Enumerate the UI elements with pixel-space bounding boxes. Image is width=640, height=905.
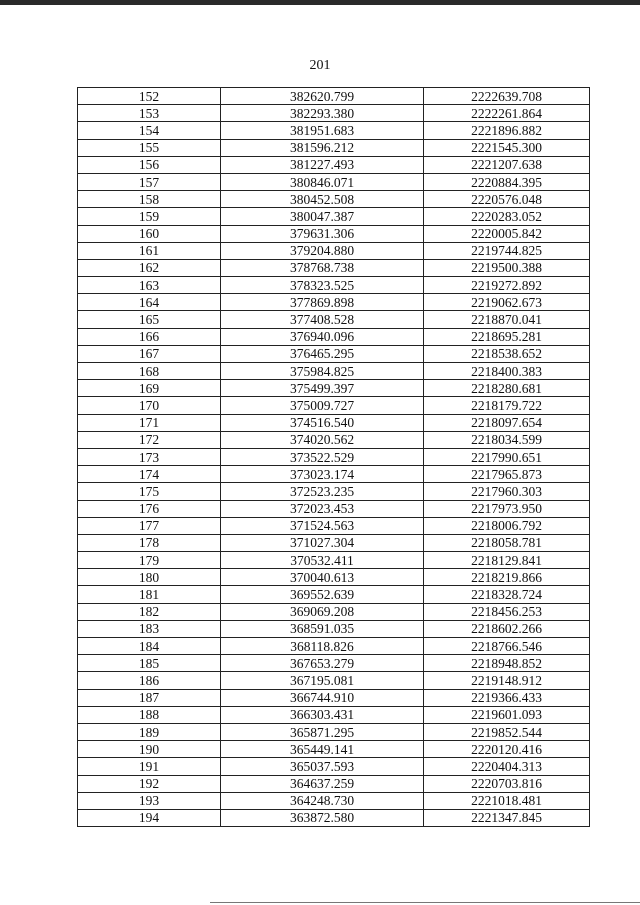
point-number-cell: 184: [78, 638, 221, 655]
x-coordinate-cell: 368591.035: [221, 620, 424, 637]
point-number-cell: 153: [78, 105, 221, 122]
table-row: [78, 569, 590, 586]
y-coordinate-cell: 2218948.852: [424, 655, 590, 672]
x-coordinate-cell: 376465.295: [221, 345, 424, 362]
x-coordinate-cell: 365037.593: [221, 758, 424, 775]
table-row: [78, 363, 590, 380]
point-number-cell: 165: [78, 311, 221, 328]
table-row: [78, 208, 590, 225]
x-coordinate-cell: 375499.397: [221, 380, 424, 397]
point-number-cell: 155: [78, 139, 221, 156]
y-coordinate-cell: 2219744.825: [424, 242, 590, 259]
table-row: [78, 139, 590, 156]
y-coordinate-cell: 2218870.041: [424, 311, 590, 328]
y-coordinate-cell: 2221896.882: [424, 122, 590, 139]
y-coordinate-cell: 2218400.383: [424, 363, 590, 380]
y-coordinate-cell: 2218602.266: [424, 620, 590, 637]
y-coordinate-cell: 2220005.842: [424, 225, 590, 242]
x-coordinate-cell: 377869.898: [221, 294, 424, 311]
y-coordinate-cell: 2218280.681: [424, 380, 590, 397]
x-coordinate-cell: 380452.508: [221, 191, 424, 208]
y-coordinate-cell: 2220576.048: [424, 191, 590, 208]
point-number-cell: 177: [78, 517, 221, 534]
point-number-cell: 168: [78, 363, 221, 380]
point-number-cell: 185: [78, 655, 221, 672]
table-row: [78, 122, 590, 139]
table-row: [78, 431, 590, 448]
y-coordinate-cell: 2218538.652: [424, 345, 590, 362]
table-row: [78, 689, 590, 706]
y-coordinate-cell: 2219500.388: [424, 259, 590, 276]
x-coordinate-cell: 364637.259: [221, 775, 424, 792]
y-coordinate-cell: 2221347.845: [424, 809, 590, 826]
point-number-cell: 182: [78, 603, 221, 620]
y-coordinate-cell: 2219062.673: [424, 294, 590, 311]
table-row: [78, 345, 590, 362]
x-coordinate-cell: 381227.493: [221, 156, 424, 173]
point-number-cell: 166: [78, 328, 221, 345]
table-row: [78, 191, 590, 208]
y-coordinate-cell: 2222261.864: [424, 105, 590, 122]
table-row: [78, 672, 590, 689]
table-row: [78, 294, 590, 311]
table-row: [78, 809, 590, 826]
x-coordinate-cell: 374516.540: [221, 414, 424, 431]
table-row: [78, 242, 590, 259]
y-coordinate-cell: 2222639.708: [424, 88, 590, 105]
point-number-cell: 159: [78, 208, 221, 225]
table-row: [78, 448, 590, 465]
x-coordinate-cell: 377408.528: [221, 311, 424, 328]
x-coordinate-cell: 375009.727: [221, 397, 424, 414]
table-row: [78, 259, 590, 276]
point-number-cell: 180: [78, 569, 221, 586]
point-number-cell: 171: [78, 414, 221, 431]
y-coordinate-cell: 2217973.950: [424, 500, 590, 517]
x-coordinate-cell: 381951.683: [221, 122, 424, 139]
y-coordinate-cell: 2219272.892: [424, 277, 590, 294]
bottom-rule: [210, 902, 640, 903]
point-number-cell: 169: [78, 380, 221, 397]
table-row: [78, 225, 590, 242]
table-row: [78, 741, 590, 758]
y-coordinate-cell: 2221207.638: [424, 156, 590, 173]
x-coordinate-cell: 374020.562: [221, 431, 424, 448]
x-coordinate-cell: 365871.295: [221, 723, 424, 740]
point-number-cell: 190: [78, 741, 221, 758]
point-number-cell: 172: [78, 431, 221, 448]
x-coordinate-cell: 367653.279: [221, 655, 424, 672]
x-coordinate-cell: 379204.880: [221, 242, 424, 259]
table-row: [78, 517, 590, 534]
y-coordinate-cell: 2218219.866: [424, 569, 590, 586]
page-number: 201: [309, 58, 331, 73]
table-row: [78, 466, 590, 483]
table-row: [78, 414, 590, 431]
x-coordinate-cell: 369552.639: [221, 586, 424, 603]
y-coordinate-cell: 2220120.416: [424, 741, 590, 758]
point-number-cell: 176: [78, 500, 221, 517]
x-coordinate-cell: 364248.730: [221, 792, 424, 809]
table-row: [78, 723, 590, 740]
point-number-cell: 158: [78, 191, 221, 208]
table-body: [78, 88, 590, 827]
table-row: [78, 638, 590, 655]
table-row: [78, 277, 590, 294]
table-row: [78, 380, 590, 397]
x-coordinate-cell: 371524.563: [221, 517, 424, 534]
table-row: [78, 792, 590, 809]
x-coordinate-cell: 363872.580: [221, 809, 424, 826]
point-number-cell: 188: [78, 706, 221, 723]
x-coordinate-cell: 370040.613: [221, 569, 424, 586]
x-coordinate-cell: 372023.453: [221, 500, 424, 517]
point-number-cell: 175: [78, 483, 221, 500]
y-coordinate-cell: 2218328.724: [424, 586, 590, 603]
table-row: [78, 311, 590, 328]
y-coordinate-cell: 2220283.052: [424, 208, 590, 225]
point-number-cell: 186: [78, 672, 221, 689]
coordinates-table: [77, 87, 590, 827]
point-number-cell: 181: [78, 586, 221, 603]
x-coordinate-cell: 373522.529: [221, 448, 424, 465]
y-coordinate-cell: 2221545.300: [424, 139, 590, 156]
x-coordinate-cell: 380846.071: [221, 173, 424, 190]
table-row: [78, 775, 590, 792]
table-row: [78, 655, 590, 672]
point-number-cell: 173: [78, 448, 221, 465]
x-coordinate-cell: 365449.141: [221, 741, 424, 758]
y-coordinate-cell: 2219148.912: [424, 672, 590, 689]
x-coordinate-cell: 373023.174: [221, 466, 424, 483]
y-coordinate-cell: 2220703.816: [424, 775, 590, 792]
point-number-cell: 189: [78, 723, 221, 740]
y-coordinate-cell: 2219852.544: [424, 723, 590, 740]
point-number-cell: 179: [78, 552, 221, 569]
table-row: [78, 586, 590, 603]
y-coordinate-cell: 2218129.841: [424, 552, 590, 569]
table-row: [78, 500, 590, 517]
y-coordinate-cell: 2218034.599: [424, 431, 590, 448]
y-coordinate-cell: 2218058.781: [424, 534, 590, 551]
y-coordinate-cell: 2217965.873: [424, 466, 590, 483]
table-row: [78, 758, 590, 775]
scan-top-edge: [0, 0, 640, 5]
point-number-cell: 194: [78, 809, 221, 826]
table-row: [78, 534, 590, 551]
y-coordinate-cell: 2218695.281: [424, 328, 590, 345]
point-number-cell: 154: [78, 122, 221, 139]
table-row: [78, 620, 590, 637]
x-coordinate-cell: 366303.431: [221, 706, 424, 723]
point-number-cell: 157: [78, 173, 221, 190]
x-coordinate-cell: 379631.306: [221, 225, 424, 242]
y-coordinate-cell: 2220404.313: [424, 758, 590, 775]
x-coordinate-cell: 368118.826: [221, 638, 424, 655]
x-coordinate-cell: 381596.212: [221, 139, 424, 156]
table-row: [78, 156, 590, 173]
x-coordinate-cell: 372523.235: [221, 483, 424, 500]
y-coordinate-cell: 2221018.481: [424, 792, 590, 809]
y-coordinate-cell: 2219366.433: [424, 689, 590, 706]
table-row: [78, 483, 590, 500]
x-coordinate-cell: 378323.525: [221, 277, 424, 294]
table-row: [78, 105, 590, 122]
x-coordinate-cell: 369069.208: [221, 603, 424, 620]
x-coordinate-cell: 380047.387: [221, 208, 424, 225]
table-row: [78, 88, 590, 105]
table-row: [78, 328, 590, 345]
x-coordinate-cell: 382293.380: [221, 105, 424, 122]
y-coordinate-cell: 2218456.253: [424, 603, 590, 620]
table-row: [78, 603, 590, 620]
point-number-cell: 156: [78, 156, 221, 173]
point-number-cell: 192: [78, 775, 221, 792]
x-coordinate-cell: 367195.081: [221, 672, 424, 689]
point-number-cell: 187: [78, 689, 221, 706]
y-coordinate-cell: 2218766.546: [424, 638, 590, 655]
table-row: [78, 173, 590, 190]
y-coordinate-cell: 2218097.654: [424, 414, 590, 431]
point-number-cell: 170: [78, 397, 221, 414]
point-number-cell: 178: [78, 534, 221, 551]
y-coordinate-cell: 2217990.651: [424, 448, 590, 465]
y-coordinate-cell: 2218006.792: [424, 517, 590, 534]
x-coordinate-cell: 375984.825: [221, 363, 424, 380]
y-coordinate-cell: 2218179.722: [424, 397, 590, 414]
point-number-cell: 193: [78, 792, 221, 809]
point-number-cell: 167: [78, 345, 221, 362]
table-row: [78, 552, 590, 569]
point-number-cell: 163: [78, 277, 221, 294]
x-coordinate-cell: 371027.304: [221, 534, 424, 551]
point-number-cell: 162: [78, 259, 221, 276]
point-number-cell: 174: [78, 466, 221, 483]
y-coordinate-cell: 2219601.093: [424, 706, 590, 723]
x-coordinate-cell: 376940.096: [221, 328, 424, 345]
y-coordinate-cell: 2217960.303: [424, 483, 590, 500]
point-number-cell: 152: [78, 88, 221, 105]
point-number-cell: 183: [78, 620, 221, 637]
point-number-cell: 191: [78, 758, 221, 775]
x-coordinate-cell: 378768.738: [221, 259, 424, 276]
x-coordinate-cell: 382620.799: [221, 88, 424, 105]
x-coordinate-cell: 370532.411: [221, 552, 424, 569]
table-row: [78, 397, 590, 414]
x-coordinate-cell: 366744.910: [221, 689, 424, 706]
point-number-cell: 161: [78, 242, 221, 259]
point-number-cell: 164: [78, 294, 221, 311]
y-coordinate-cell: 2220884.395: [424, 173, 590, 190]
point-number-cell: 160: [78, 225, 221, 242]
table-row: [78, 706, 590, 723]
